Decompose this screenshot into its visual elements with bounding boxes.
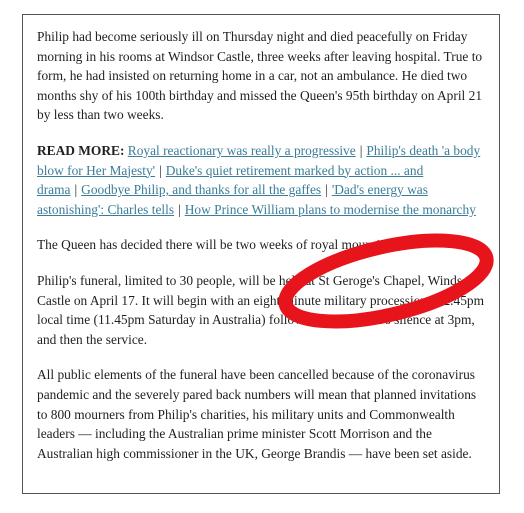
paragraph-mourning: The Queen has decided there will be two weeks of royal mourning. <box>37 237 397 253</box>
link-prince-william[interactable]: How Prince William plans to modernise the monarchy <box>184 201 476 217</box>
link-separator: | <box>159 162 162 178</box>
paragraph-cancelled: All public elements of the funeral have been cancelled because of the coronavirus pandemic and the severely pared back numbers will mean that planned invitations to 800 mourners from Philip's charities, his military units and Commonwealth leaders — including the Australian prime minister Scott Morrison and the Australian high commissioner in the UK, George Brandis — have been set aside. <box>37 367 477 461</box>
link-separator: | <box>359 142 363 158</box>
paragraph-funeral: Philip's funeral, limited to 30 people, will be held at St Geroge's Chapel, Windsor Castle on April 17. It will begin with an eight minute military procession at 2.45pm local time (11.45pm Saturday in Australia) followed by a minute's silence at 3pm, and then the service. <box>37 272 485 347</box>
link-royal-reactionary[interactable]: Royal reactionary was really a progressive <box>127 142 356 158</box>
link-body-blow[interactable]: Philip's death 'a body blow for Her Majesty' <box>37 142 481 178</box>
article-excerpt <box>22 14 500 494</box>
link-separator: | <box>178 201 181 217</box>
paragraph-death: Philip had become seriously ill on Thursday night and died peacefully on Friday morning in his rooms at Windsor Castle, three weeks after leaving hospital. True to form, he had insisted on returning home in a car, not an ambulance. He died two months shy of his 100th birthday and missed the Queen's 95th birthday on April 21 by less than two weeks. <box>37 29 483 123</box>
read-more-label: READ MORE: <box>37 142 125 158</box>
link-goodbye-philip[interactable]: Goodbye Philip, and thanks for all the gaffes <box>81 182 322 198</box>
link-separator: | <box>74 182 78 198</box>
read-more-block <box>37 141 485 219</box>
link-separator: | <box>325 182 328 198</box>
link-charles-tells[interactable]: 'Dad's energy was astonishing': Charles tells <box>37 182 428 217</box>
link-quiet-retirement[interactable]: Duke's quiet retirement marked by action ... and drama <box>37 162 424 198</box>
